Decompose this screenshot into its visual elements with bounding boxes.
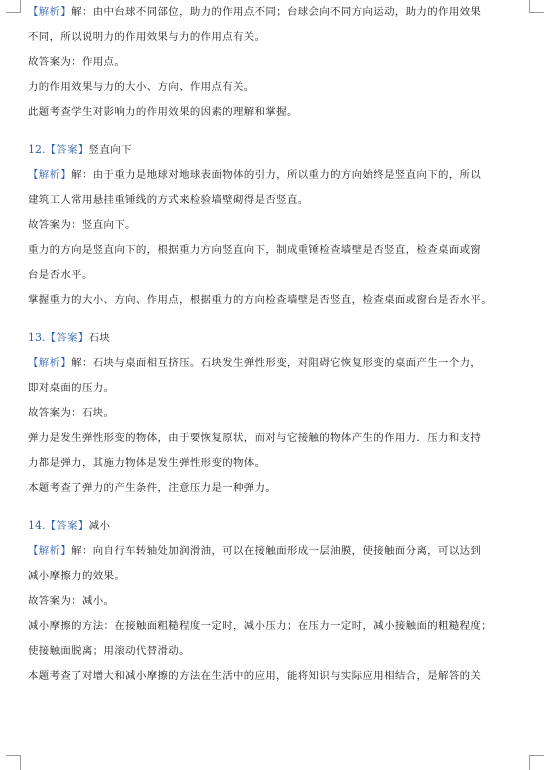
answer-tag: 【答案】	[45, 332, 89, 344]
answer-text: 石块	[88, 332, 111, 344]
answer-text: 竖直向下	[88, 144, 132, 156]
question-number: 12.	[28, 144, 46, 156]
q12-answer-line	[28, 144, 528, 156]
analysis-tag: 【解析】	[28, 6, 72, 18]
answer-text: 减小	[88, 520, 111, 532]
q14-answer-line	[28, 520, 528, 532]
document-body	[28, 6, 528, 695]
q14-text-line: 使接触面脱离；用滚动代替滑动。	[28, 645, 190, 657]
section-gap	[28, 131, 528, 144]
q14-text-line: 减小摩擦力的效果。	[28, 570, 126, 582]
q11-text-line: 故答案为：作用点。	[28, 56, 126, 68]
question-number: 13.	[28, 332, 46, 344]
q11-text-line: 不同，所以说明力的作用效果与力的作用点有关。	[28, 31, 266, 43]
q13-text-line: 本题考查了弹力的产生条件，注意压力是一种弹力。	[28, 482, 277, 494]
q12-text-line: 重力的方向是竖直向下的，根据重力方向竖直向下，制成重锤检查墙壁是否竖直，检查桌面或窗	[28, 244, 482, 256]
analysis-tag: 【解析】	[28, 357, 72, 369]
answer-tag: 【答案】	[45, 144, 89, 156]
analysis-tag: 【解析】	[28, 545, 72, 557]
q13-text-line: 力都是弹力，其施力物体是发生弹性形变的物体。	[28, 457, 266, 469]
q14-analysis-line: 【解析】解：向自行车转轴处加润滑油，可以在接触面形成一层油膜，使接触面分离，可以达到	[28, 545, 482, 557]
question-number: 14.	[28, 520, 46, 532]
q13-text-line: 即对桌面的压力。	[28, 382, 115, 394]
q12-text-line: 掌握重力的大小、方向、作用点，根据重力的方向检查墙壁是否竖直，检查桌面或窗台是否水平。	[28, 294, 492, 306]
q12-text-line: 建筑工人常用悬挂重锤线的方式来检验墙壁砌得是否竖直。	[28, 194, 309, 206]
section-gap	[28, 507, 528, 520]
section-gap	[28, 319, 528, 332]
analysis-tag: 【解析】	[28, 169, 72, 181]
q11-analysis-line: 【解析】解：由中台球不同部位，助力的作用点不同；台球会向不同方向运动，助力的作用效果	[28, 6, 482, 18]
crop-mark-top-left	[6, 0, 21, 13]
answer-tag: 【答案】	[45, 520, 89, 532]
q11-text-line: 力的作用效果与力的大小、方向、作用点有关。	[28, 81, 255, 93]
q13-text-line: 弹力是发生弹性形变的物体，由于要恢复原状，而对与它接触的物体产生的作用力．压力和支持	[28, 432, 482, 444]
q11-text-line: 此题考查学生对影响力的作用效果的因素的理解和掌握。	[28, 106, 298, 118]
q12-text-line: 故答案为：竖直向下。	[28, 219, 136, 231]
q14-text-line: 减小摩擦的方法：在接触面粗糙程度一定时，减小压力；在压力一定时，减小接触面的粗糙程度；	[28, 620, 492, 632]
q14-text-line: 故答案为：减小。	[28, 595, 115, 607]
q12-text-line: 台是否水平。	[28, 269, 93, 281]
q12-analysis-line: 【解析】解：由于重力是地球对地球表面物体的引力，所以重力的方向始终是竖直向下的，所以	[28, 169, 482, 181]
q13-answer-line	[28, 332, 528, 344]
q13-text-line: 故答案为：石块。	[28, 407, 115, 419]
crop-mark-top-right	[529, 0, 544, 13]
q14-text-line: 本题考查了对增大和减小摩擦的方法在生活中的应用，能将知识与实际应用相结合，是解答的关	[28, 670, 482, 682]
q13-analysis-line: 【解析】解：石块与桌面相互挤压。石块发生弹性形变，对阻碍它恢复形变的桌面产生一个力，	[28, 357, 482, 369]
